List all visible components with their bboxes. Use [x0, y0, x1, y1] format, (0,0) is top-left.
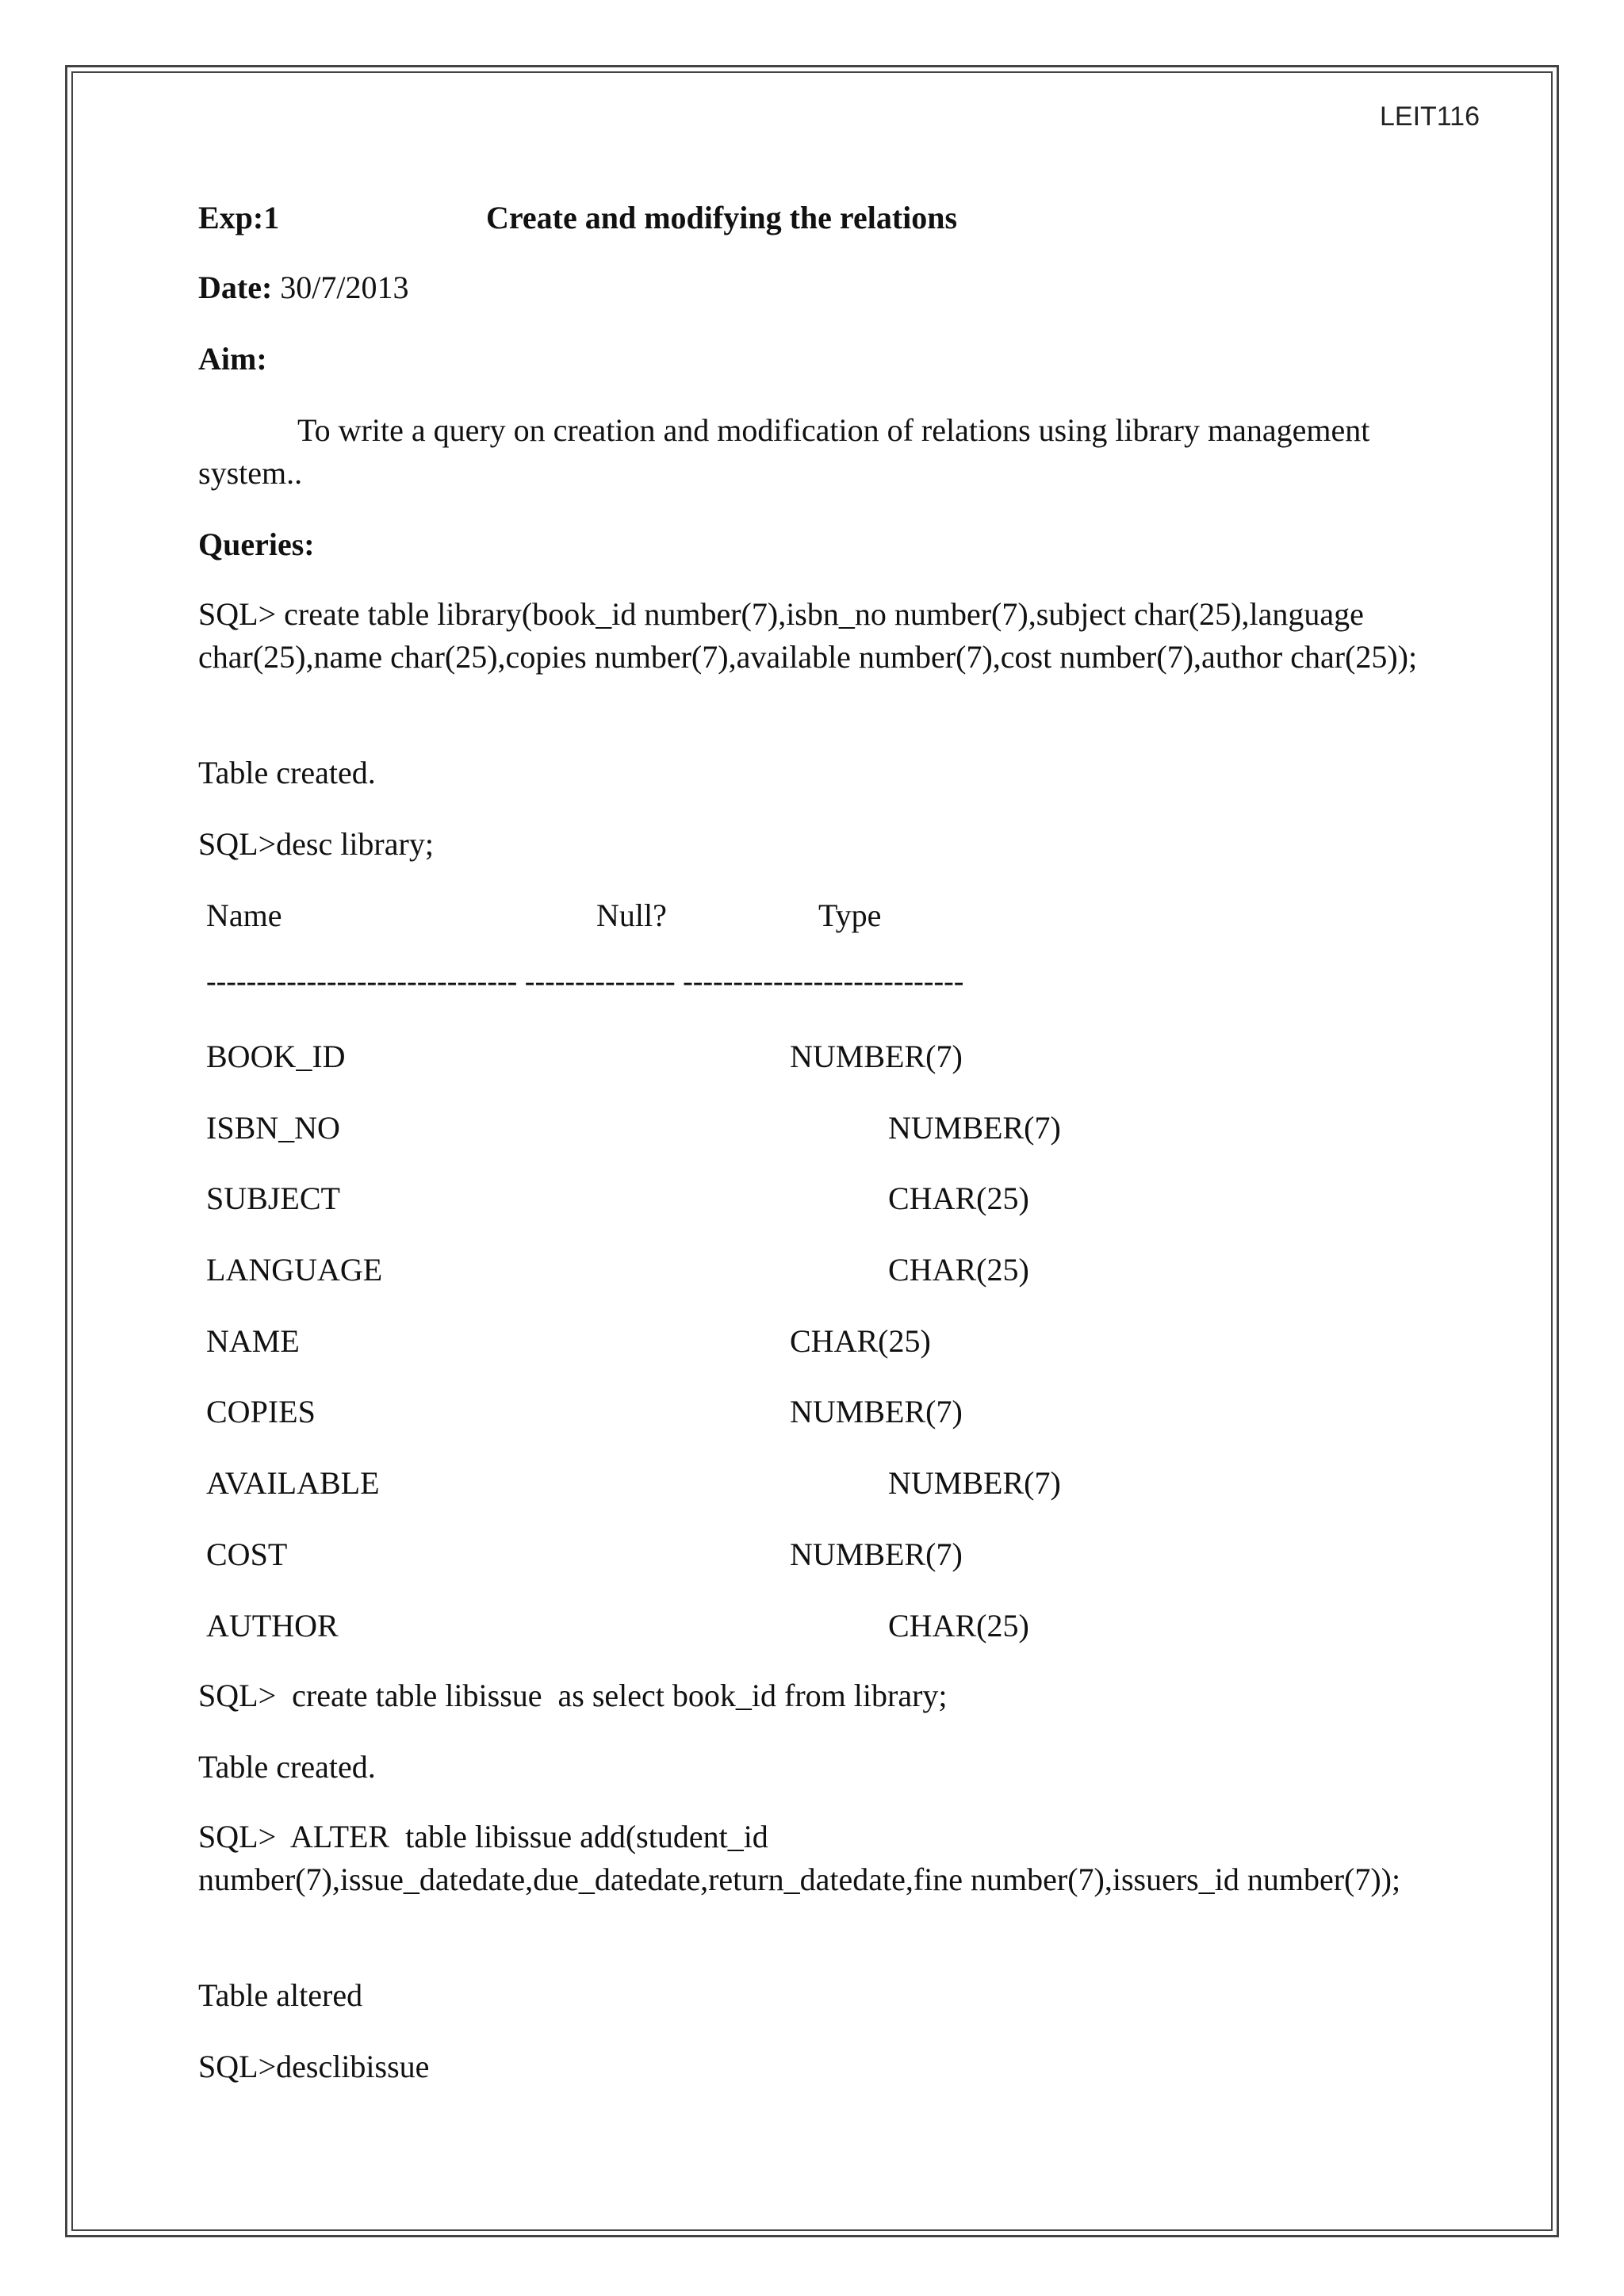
exp-title: Create and modifying the relations — [486, 200, 958, 235]
desc-row-name: LANGUAGE — [206, 1252, 383, 1288]
desc-header-type: Type — [818, 897, 882, 933]
desc-row-type: NUMBER(7) — [790, 1039, 963, 1074]
aim-text: To write a query on creation and modification of relations using library management system.. — [198, 412, 1370, 491]
query-create-libissue: SQL> create table libissue as select book_id from library; — [198, 1678, 948, 1713]
page-border-inner — [71, 71, 1553, 2231]
aim-label: Aim: — [198, 341, 267, 377]
desc-row-name: ISBN_NO — [206, 1110, 340, 1146]
desc-row-name: COPIES — [206, 1394, 316, 1429]
result-table-altered: Table altered — [198, 1977, 363, 2013]
desc-row-name: NAME — [206, 1323, 300, 1359]
query-alter-libissue: SQL> ALTER table libissue add(student_id number(7),issue_datedate,due_datedate,return_datedate,fine number(7),issuers_id number(7)); — [198, 1819, 1401, 1897]
desc-separator: ------------------------------- --------------- ---------------------------- — [206, 965, 964, 998]
document-code: LEIT116 — [1379, 101, 1480, 132]
desc-row-type: NUMBER(7) — [888, 1465, 1061, 1501]
desc-row-type: CHAR(25) — [888, 1608, 1029, 1644]
queries-label: Queries: — [198, 526, 315, 562]
result-table-created-2: Table created. — [198, 1749, 376, 1785]
desc-header-null: Null? — [596, 897, 667, 933]
date-line — [198, 266, 409, 309]
desc-row-type: CHAR(25) — [888, 1181, 1029, 1216]
desc-row-name: BOOK_ID — [206, 1039, 346, 1074]
date-value: 30/7/2013 — [280, 270, 409, 305]
desc-row-type: NUMBER(7) — [790, 1394, 963, 1429]
desc-row-name: AVAILABLE — [206, 1465, 380, 1501]
desc-row-type: CHAR(25) — [888, 1252, 1029, 1288]
result-table-created: Table created. — [198, 755, 376, 790]
desc-row-name: SUBJECT — [206, 1181, 340, 1216]
date-label: Date: — [198, 270, 273, 305]
desc-row-name: COST — [206, 1536, 288, 1572]
desc-row-type: CHAR(25) — [790, 1323, 931, 1359]
query-desc-library: SQL>desc library; — [198, 826, 434, 862]
query-create-library: SQL> create table library(book_id number(7),isbn_no number(7),subject char(25),language char(25),name char(25),copies number(7),available number(7),cost number(7),author char(25)); — [198, 596, 1418, 675]
exp-label: Exp:1 — [198, 200, 280, 235]
desc-row-type: NUMBER(7) — [790, 1536, 963, 1572]
desc-row-type: NUMBER(7) — [888, 1110, 1061, 1146]
desc-row-name: AUTHOR — [206, 1608, 339, 1644]
query-desc-libissue: SQL>desclibissue — [198, 2049, 430, 2084]
desc-header-name: Name — [206, 897, 282, 933]
